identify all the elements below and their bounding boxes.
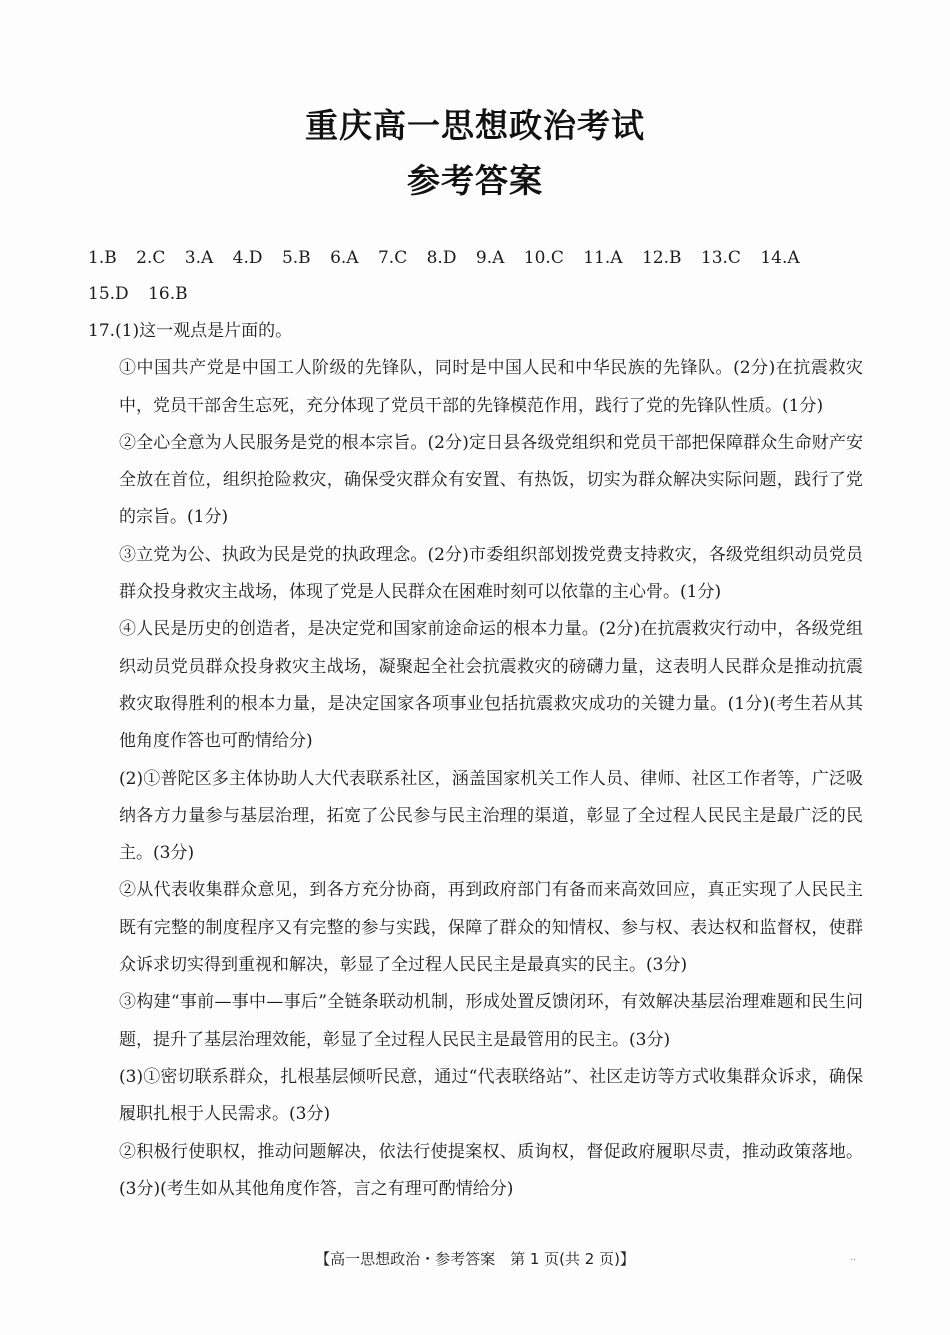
answer-item: 4.D [232, 248, 263, 268]
q17-part2-point1: (2)①普陀区多主体协助人大代表联系社区，涵盖国家机关工作人员、律师、社区工作者等，广泛吸纳各方力量参与基层治理，拓宽了公民参与民主治理的渠道，彰显了全过程人民民主是最广泛的民主。(3分) [119, 768, 863, 864]
answers-row-2 [88, 276, 868, 312]
question-17-answer [88, 313, 863, 1208]
answer-item: 6.A [330, 248, 359, 268]
answer-item: 11.A [583, 248, 623, 268]
answer-item: 1.B [88, 248, 117, 268]
q17-part1-point4: ④人民是历史的创造者，是决定党和国家前途命运的根本力量。(2分)在抗震救灾行动中，各级党组织动员党员群众投身救灾主战场，凝聚起全社会抗震救灾的磅礴力量，这表明人民群众是推动抗震救灾取得胜利的根本力量，是决定国家各项事业包括抗震救灾成功的关键力量。(1分)(考生若从其他角度作答也可酌情给分) [119, 619, 863, 752]
answer-item: 9.A [475, 248, 505, 268]
answer-item: 2.C [136, 248, 166, 268]
page-subtitle: 参考答案 [407, 161, 543, 200]
q17-part1-point1: ①中国共产党是中国工人阶级的先锋队，同时是中国人民和中华民族的先锋队。(2分)在抗震救灾中，党员干部舍生忘死，充分体现了党员干部的先锋模范作用，践行了党的先锋队性质。(1分) [119, 358, 863, 416]
q17-part2-point2: ②从代表收集群众意见，到各方充分协商，再到政府部门有备而来高效回应，真正实现了人民民主既有完整的制度程序又有完整的参与实践，保障了群众的知情权、参与权、表达权和监督权，使群众诉求切实得到重视和解决，彰显了全过程人民民主是最真实的民主。(3分) [119, 880, 863, 976]
page-title: 重庆高一思想政治考试 [305, 106, 645, 145]
q17-part3-point1: (3)①密切联系群众，扎根基层倾听民意，通过“代表联络站”、社区走访等方式收集群众诉求，确保履职扎根于人民需求。(3分) [119, 1066, 863, 1125]
answer-item: 10.C [523, 248, 564, 268]
answer-item: 14.A [760, 248, 800, 268]
q17-part2-point3: ③构建“事前—事中—事后”全链条联动机制，形成处置反馈闭环，有效解决基层治理难题和民生问题，提升了基层治理效能，彰显了全过程人民民主是最管用的民主。(3分) [119, 992, 863, 1050]
answers-row-1 [88, 240, 868, 276]
answer-item: 5.B [281, 248, 311, 268]
answer-item: 12.B [641, 248, 682, 268]
page-footer: 【高一思想政治・参考答案 第 1 页(共 2 页)】 [315, 1250, 635, 1268]
answer-item: 13.C [700, 248, 741, 268]
q17-part1-heading: 17.(1)这一观点是片面的。 [88, 321, 293, 341]
q17-part3-point2: ②积极行使职权，推动问题解决，依法行使提案权、质询权，督促政府履职尽责，推动政策落地。(3分)(考生如从其他角度作答，言之有理可酌情给分) [119, 1141, 863, 1199]
answer-item: 16.B [148, 284, 188, 304]
corner-mark: .. [850, 1252, 857, 1263]
answer-item: 3.A [184, 248, 214, 268]
q17-part1-point2: ②全心全意为人民服务是党的根本宗旨。(2分)定日县各级党组织和党员干部把保障群众生命财产安全放在首位，组织抢险救灾，确保受灾群众有安置、有热饭，切实为群众解决实际问题，践行了党的宗旨。(1分) [119, 432, 863, 528]
multiple-choice-answers [88, 240, 868, 312]
answer-item: 7.C [377, 248, 408, 268]
answer-item: 8.D [426, 248, 457, 268]
q17-part1-point3: ③立党为公、执政为民是党的执政理念。(2分)市委组织部划拨党费支持救灾，各级党组织动员党员群众投身救灾主战场，体现了党是人民群众在困难时刻可以依靠的主心骨。(1分) [119, 544, 863, 603]
answer-item: 15.D [88, 284, 129, 304]
